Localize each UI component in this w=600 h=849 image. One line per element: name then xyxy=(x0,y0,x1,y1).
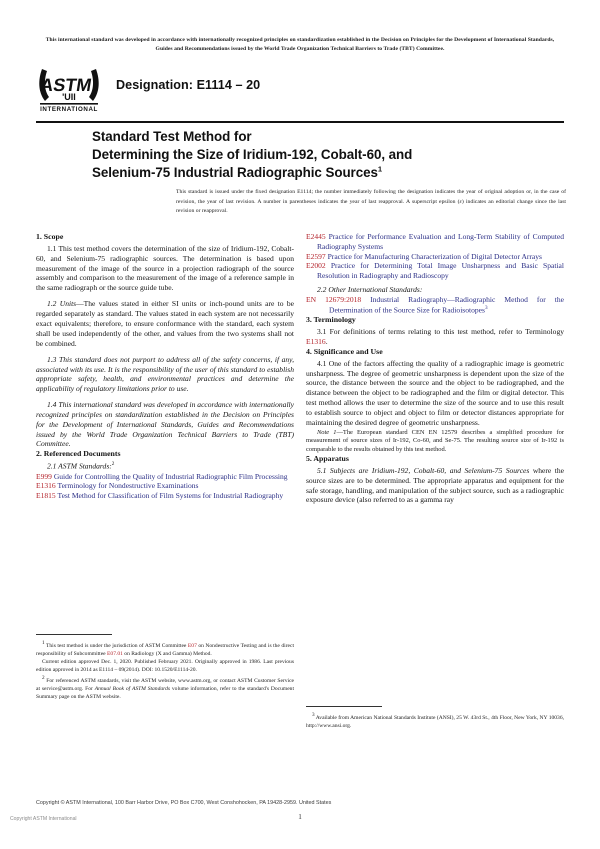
reference-designation[interactable]: E999 xyxy=(36,471,52,481)
title-footnote-marker: 1 xyxy=(377,164,383,174)
designation-label: Designation: E1114 – 20 xyxy=(116,78,261,92)
heading-terminology: 3. Terminology xyxy=(306,315,356,325)
reference-designation[interactable]: E1316 xyxy=(36,481,56,491)
reference-item[interactable] xyxy=(306,295,564,315)
reference-title[interactable]: Practice for Performance Evaluation and Long-Term Stability of Computed Radiography Systems xyxy=(317,232,565,251)
heading-scope: 1. Scope xyxy=(36,232,64,241)
reference-designation[interactable]: E1815 xyxy=(36,491,56,501)
reference-designation[interactable]: E2002 xyxy=(306,261,326,271)
footnotes-right xyxy=(306,712,564,731)
footnote-divider-right xyxy=(306,706,382,707)
reference-item[interactable] xyxy=(36,472,294,482)
reference-title[interactable]: Terminology for Nondestructive Examinations xyxy=(57,481,199,491)
link-e0701[interactable]: E07.01 xyxy=(107,650,123,657)
reference-title[interactable]: Guide for Controlling the Quality of Industrial Radiographic Film Processing xyxy=(53,471,288,481)
para-5-1-rest: where the source sizes are to be determined. The appropriate apparatus and equipment for the safe storage, handling, and manipulation of the subject source, such as a radiographic exposure device (also referred to as a gamma ray xyxy=(306,466,564,505)
footnote-edition-info: Current edition approved Dec. 1, 2020. Published February 2021. Originally approved in 1986. Last previous edition approved in 2014 as E1114 – 09(2014). DOI: 10.1520/E1114-20. xyxy=(36,658,294,673)
page-title xyxy=(92,128,532,183)
para-3-1-post: . xyxy=(325,337,328,347)
title-line-1: Standard Test Method for xyxy=(92,129,252,144)
label-other-standards xyxy=(306,285,564,295)
title-line-3 xyxy=(92,164,532,182)
reference-designation[interactable]: E2445 xyxy=(306,232,326,241)
label-astm-standards-text: 2.1 ASTM Standards: xyxy=(47,461,112,471)
masthead xyxy=(36,66,564,118)
title-line-2: Determining the Size of Iridium-192, Cobalt-60, and xyxy=(92,147,413,163)
svg-text:INTERNATIONAL: INTERNATIONAL xyxy=(40,106,98,113)
note-1 xyxy=(306,429,564,454)
footnote-2-marker: 2 xyxy=(42,674,45,681)
copyright-line: Copyright © ASTM International, 100 Barr Harbor Drive, PO Box C700, West Conshohocken, PA 19428-2959. United States xyxy=(36,800,332,806)
reference-item[interactable] xyxy=(306,261,564,281)
astm-logo-icon xyxy=(36,66,102,116)
footnote-2 xyxy=(36,675,294,702)
footnote-2-italic: Annual Book of ASTM Standards xyxy=(94,685,171,692)
footnote-1-post: on Radiology (X and Gamma) Method. xyxy=(122,650,212,657)
reference-title[interactable]: Practice for Determining Total Image Unsharpness and Basic Spatial Resolution in Radiography and Radioscopy xyxy=(317,261,565,281)
reference-footnote-marker: 3 xyxy=(484,304,488,311)
reference-item[interactable] xyxy=(36,491,294,501)
para-1-2 xyxy=(36,299,294,348)
footnote-1-marker: 1 xyxy=(42,640,45,646)
para-1-2-label: 1.2 Units xyxy=(47,299,77,309)
link-e07[interactable]: E07 xyxy=(187,642,197,649)
footnote-1 xyxy=(36,640,294,659)
para-1-1: 1.1 This test method covers the determination of the size of Iridium-192, Cobalt-60, and Selenium-75 radiographic sources. The determination is based upon measurement of the image of the source in a projection radiograph of the source assembly and comparison to the measurement of the image of a reference sample in the same radiograph or the source guide tube. xyxy=(36,244,294,293)
page-number: 1 xyxy=(298,813,302,821)
para-3-1-pre: 3.1 For definitions of terms relating to this test method, refer to Terminology xyxy=(317,327,564,337)
para-1-3: 1.3 This standard does not purport to address all of the safety concerns, if any, associated with its use. It is the responsibility of the user of this standard to establish appropriate safety, health, and environmental practices and determine the applicability of regulatory limitations prior to use. xyxy=(36,354,294,394)
heading-significance-and-use: 4. Significance and Use xyxy=(306,346,383,356)
issued-note: This standard is issued under the fixed designation E1114; the number immediately following the designation indicates the year of original adoption or, in the case of revision, the year of last revision. A number in parentheses indicates the year of last reapproval. A superscript epsilon (ε) indicates an editorial change since the last revision or reapproval. xyxy=(176,189,566,215)
wto-notice: This international standard was developed in accordance with internationally recognized principles on standardization established in the Decision on Principles for the Development of International Standards, Guides and Recommendations issued by the World Trade Organization Technical Barriers to Trade (TBT) Committee. xyxy=(45,37,555,53)
title-line-3-text: Selenium-75 Industrial Radiographic Sources xyxy=(92,165,378,181)
label-astm-standards xyxy=(36,461,294,471)
reference-title[interactable]: Practice for Manufacturing Characterization of Digital Detector Arrays xyxy=(327,251,542,261)
footnote-2-post: volume information, refer to the standard's Document Summary page on the ASTM website. xyxy=(36,685,294,700)
header-divider xyxy=(36,121,564,123)
para-5-1-italic: 5.1 Subjects are Iridium-192, Cobalt-60, and Selenium-75 Sources xyxy=(317,466,530,476)
note-1-text: —The European standard CEN EN 12579 describes a simplified procedure for measurement of source sizes of Ir-192, Co-60, and Se-75. The resulting source size of Ir-192 is comparable to the results obtained by this test method. xyxy=(306,428,564,453)
para-4-1: 4.1 One of the factors affecting the quality of a radiographic image is geometric unsharpness. The degree of geometric unsharpness is dependent upon the size of the source, the distance between the source and the object to be radiographed, and the distance between the object to be radiographed and the film or digital detector. This test method allows the user to determine the size of the source and to use this result to establish source to object and object to film or detector distances appropriate for maintaining the desired degree of geometric unsharpness. xyxy=(306,358,564,427)
reference-item[interactable] xyxy=(306,232,564,252)
reference-designation[interactable]: EN 12679:2018 xyxy=(306,295,362,305)
footnote-1-pre: This test method is under the jurisdiction of ASTM Committee xyxy=(44,642,188,649)
heading-referenced-documents: 2. Referenced Documents xyxy=(36,449,121,459)
note-1-label: Note 1 xyxy=(317,428,337,436)
svg-text:'UII: 'UII xyxy=(62,92,76,102)
footnote-3 xyxy=(306,712,564,731)
label-other-standards-text: 2.2 Other International Standards: xyxy=(317,285,423,295)
footnotes-left xyxy=(36,640,294,702)
link-e1316[interactable]: E1316 xyxy=(306,337,326,347)
footnote-1-mid: on Nondestructive Testing and is the direct responsibility of Subcommittee xyxy=(36,642,295,657)
heading-apparatus: 5. Apparatus xyxy=(306,453,349,463)
para-1-2-text: —The values stated in either SI units or inch-pound units are to be regarded separately as standard. The values stated in each system are not necessarily exact equivalents; therefore, to ensure conformance with the standard, each system shall be used independently of the other, and values from the two systems shall not be combined. xyxy=(36,299,294,348)
copyright-watermark: Copyright ASTM International xyxy=(10,816,77,822)
reference-item[interactable] xyxy=(36,481,294,491)
reference-title[interactable]: Industrial Radiography—Radiographic Method for the Determination of the Source Size for Radioisotopes xyxy=(329,295,564,315)
svg-text:ASTM: ASTM xyxy=(38,75,94,95)
footnote-3-text: Available from American National Standards Institute (ANSI), 25 W. 43rd St., 4th Floor, New York, NY 10036, http://www.ansi.org. xyxy=(306,714,564,729)
column-left xyxy=(36,232,294,501)
footnote-3-marker: 3 xyxy=(312,712,315,718)
para-3-1 xyxy=(306,327,564,347)
column-right xyxy=(306,232,564,505)
para-1-4: 1.4 This international standard was developed in accordance with internationally recognized principles on standardization established in the Decision on Principles for the Development of International Standards, Guides and Recommendations issued by the World Trade Organization Technical Barriers to Trade (TBT) Committee. xyxy=(36,400,294,449)
footnote-divider-left xyxy=(36,634,112,635)
reference-designation[interactable]: E2597 xyxy=(306,251,326,261)
reference-title[interactable]: Test Method for Classification of Film Systems for Industrial Radiography xyxy=(57,491,284,501)
astm-standards-footnote-marker: 2 xyxy=(111,461,115,468)
para-5-1 xyxy=(306,466,564,505)
reference-item[interactable] xyxy=(306,252,564,262)
footnote-2-pre: For referenced ASTM standards, visit the ASTM website, www.astm.org, or contact ASTM Customer Service at service@astm.org. For xyxy=(36,677,294,692)
